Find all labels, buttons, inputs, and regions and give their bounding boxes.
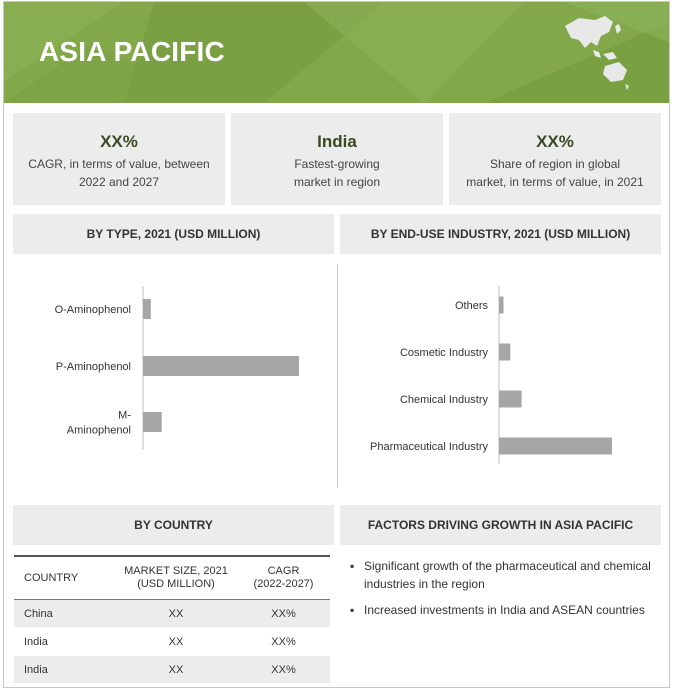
by-country-header: BY COUNTRY bbox=[13, 505, 334, 545]
bar-others bbox=[499, 297, 504, 314]
country-table-header-row bbox=[14, 556, 330, 600]
bar-m-aminophenol bbox=[143, 412, 162, 432]
stat-fastest-description bbox=[231, 155, 443, 191]
list-item bbox=[350, 557, 660, 593]
by-end-use-header: BY END-USE INDUSTRY, 2021 (USD MILLION) bbox=[340, 214, 661, 254]
bar-cosmetic-industry bbox=[499, 344, 510, 361]
table-row bbox=[14, 628, 330, 656]
bar-chemical-industry bbox=[499, 391, 522, 408]
by-type-chart bbox=[13, 264, 335, 489]
category-label: Chemical Industry bbox=[399, 394, 488, 406]
col-market-size-line2: (USD MILLION) bbox=[137, 578, 215, 590]
table-row bbox=[14, 656, 330, 684]
factors-header: FACTORS DRIVING GROWTH IN ASIA PACIFIC bbox=[340, 505, 661, 545]
list-item bbox=[350, 601, 660, 619]
region-title: ASIA PACIFIC bbox=[39, 36, 225, 67]
factors-list bbox=[350, 557, 660, 627]
cell-market-size: XX bbox=[115, 600, 237, 628]
cell-market-size: XX bbox=[115, 656, 237, 684]
stat-share-value: XX% bbox=[536, 132, 574, 151]
country-table bbox=[14, 555, 330, 684]
category-label: Others bbox=[454, 300, 488, 312]
stat-cagr-desc-line1: CAGR, in terms of value, between bbox=[28, 157, 210, 171]
factor-text: Significant growth of the pharmaceutical and chemical industries in the region bbox=[364, 559, 651, 591]
category-label: P-Aminophenol bbox=[55, 361, 131, 373]
col-cagr bbox=[237, 556, 330, 600]
cell-cagr: XX% bbox=[237, 600, 330, 628]
col-country: COUNTRY bbox=[14, 556, 115, 600]
col-cagr-line2: (2022-2027) bbox=[253, 578, 314, 590]
factor-text: Increased investments in India and ASEAN countries bbox=[364, 603, 645, 617]
by-type-header: BY TYPE, 2021 (USD MILLION) bbox=[13, 214, 334, 254]
chart-divider bbox=[337, 264, 338, 488]
stat-share-card bbox=[449, 113, 661, 205]
stat-share-desc-line2: market, in terms of value, in 2021 bbox=[466, 175, 644, 189]
cell-country: India bbox=[14, 656, 115, 684]
col-market-size bbox=[115, 556, 237, 600]
stat-cagr-desc-line2: 2022 and 2027 bbox=[78, 175, 160, 189]
bar-p-aminophenol bbox=[143, 356, 299, 376]
stat-fastest-desc-line2: market in region bbox=[293, 175, 381, 189]
cell-market-size: XX bbox=[115, 628, 237, 656]
stat-fastest-value: India bbox=[317, 132, 357, 151]
stat-share-description bbox=[449, 155, 661, 191]
bar-o-aminophenol bbox=[143, 299, 151, 319]
table-row bbox=[14, 600, 330, 628]
category-label: Pharmaceutical Industry bbox=[370, 441, 488, 453]
stat-share-desc-line1: Share of region in global bbox=[489, 157, 621, 171]
by-end-use-chart bbox=[340, 264, 662, 489]
col-cagr-line1: CAGR bbox=[267, 565, 300, 577]
asia-pacific-map-icon bbox=[561, 12, 631, 92]
category-label: M- bbox=[118, 409, 131, 422]
cell-cagr: XX% bbox=[237, 628, 330, 656]
category-label: O-Aminophenol bbox=[54, 304, 131, 316]
cell-cagr: XX% bbox=[237, 656, 330, 684]
category-label: Cosmetic Industry bbox=[399, 347, 488, 359]
bullet-icon: ▪ bbox=[350, 603, 355, 617]
bar-pharmaceutical-industry bbox=[499, 438, 612, 455]
stat-cagr-value: XX% bbox=[100, 132, 138, 151]
stat-cagr-description bbox=[13, 155, 225, 191]
category-label: Aminophenol bbox=[66, 424, 131, 437]
stat-fastest-desc-line1: Fastest-growing bbox=[294, 157, 380, 171]
bullet-icon: ▪ bbox=[350, 559, 355, 573]
col-market-size-line1: MARKET SIZE, 2021 bbox=[124, 565, 228, 577]
stat-cagr-card bbox=[13, 113, 225, 205]
region-banner bbox=[4, 2, 669, 103]
cell-country: China bbox=[14, 600, 115, 628]
stat-fastest-card bbox=[231, 113, 443, 205]
cell-country: India bbox=[14, 628, 115, 656]
